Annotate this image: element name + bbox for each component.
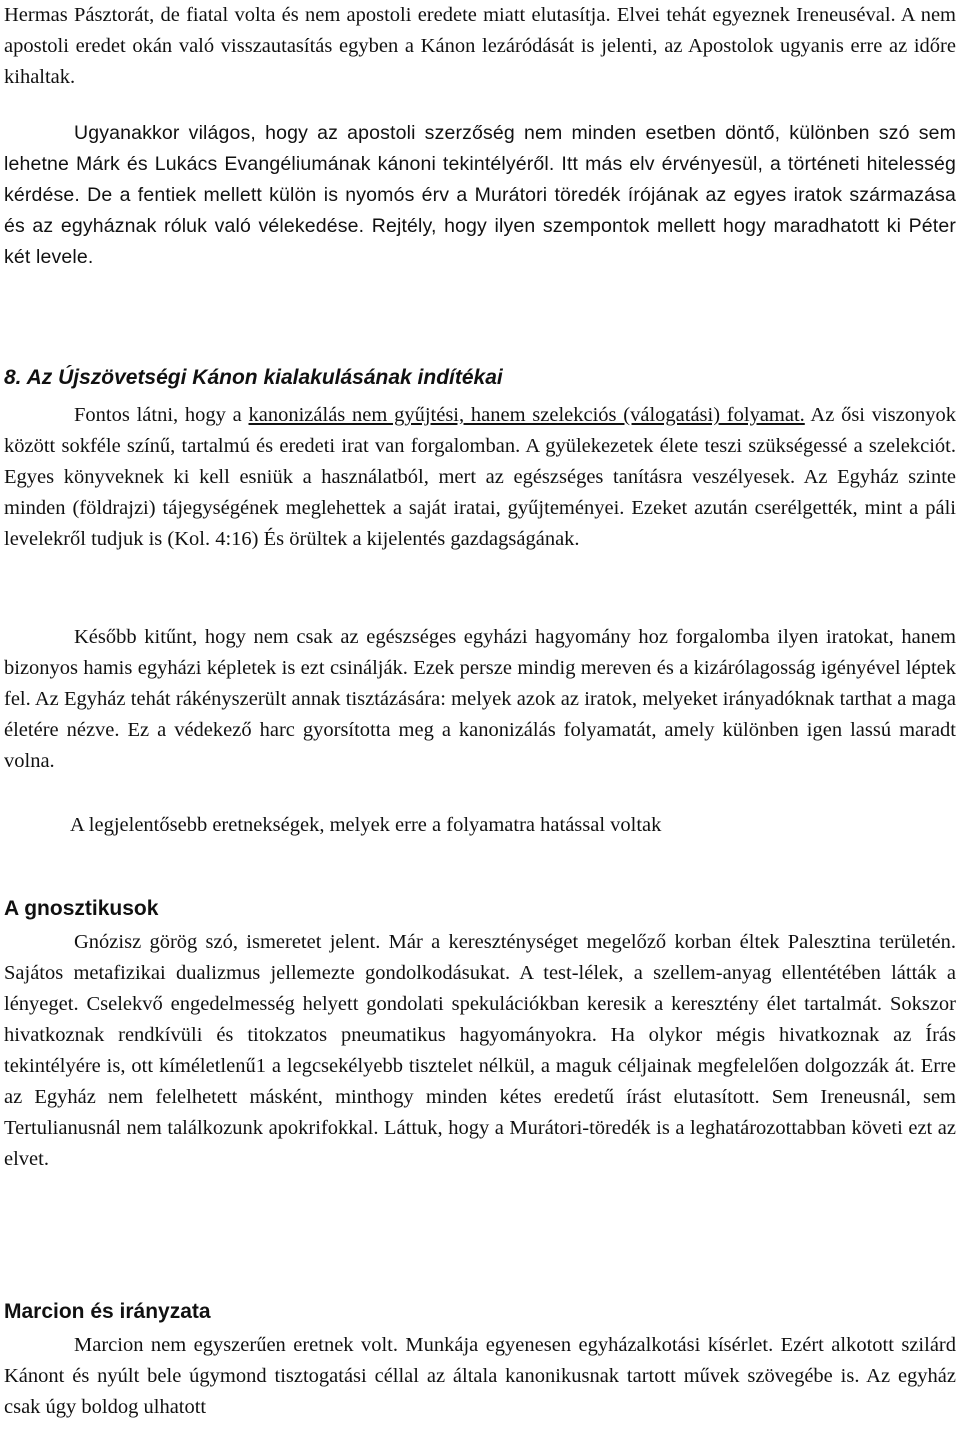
paragraph-canonization-selection [4,400,956,555]
paragraph-hermas: Hermas Pásztorát, de fiatal volta és nem apostoli eredete miatt elutasítja. Elvei tehát egyeznek Ireneuséval. A nem apostoli eredet okán való visszautasítás egyben a Kánon lezáródását is jelenti, az Apostolok ugyanis erre az időre kihaltak. [4,4,956,88]
paragraph-start: Fontos látni, hogy a [74,404,249,426]
heading-gnostics: A gnosztikusok [4,897,159,920]
paragraph-apostolic-authorship: Ugyanakkor világos, hogy az apostoli szerzőség nem minden esetben döntő, különben szó sem lehetne Márk és Lukács Evangéliumának kánoni tekintélyéről. Itt más elv érvényesül, a történeti hitelesség kérdése. De a fentiek mellett külön is nyomós érv a Murátori töredék írójának az egyes iratok származása és az egyháznak róluk való vélekedése. Rejtély, hogy ilyen szempontok mellett hogy maradhatott ki Péter két levele. [4,122,956,268]
section-title: Az Újszövetségi Kánon kialakulásának indítékai [26,366,503,389]
underlined-key-statement: kanonizálás nem gyűjtési, hanem szelekciós (válogatási) folyamat. [248,404,805,426]
section-number: 8. [4,366,22,389]
section-heading-8 [4,366,503,390]
paragraph-heresies-intro: A legjelentősebb eretnekségek, melyek erre a folyamatra hatással voltak [70,814,662,836]
paragraph-rest: Az ősi viszonyok között sokféle színű, tartalmú és eredeti irat van forgalomban. A gyülekezetek élete teszi szükségessé a szelekciót. Egyes könyveknek ki kell esniük a használatból, mert az egészséges tanításra veszélyesek. Az Egyház szinte minden (földrajzi) tájegységének meglehettek a saját iratai, gyűjteményei. Ezeket azután cserélgették, mint a páli levelekről tudjuk is (Kol. 4:16) És örültek a kijelentés gazdagságának. [4,404,957,550]
paragraph-marcion: Marcion nem egyszerűen eretnek volt. Munkája egyenesen egyházalkotási kísérlet. Ezért alkotott szilárd Kánont és nyúlt bele úgymond tisztogatási céllal az általa kanonikusnak tartott művek szövegébe is. Az egyház csak úgy boldog ulhatott [4,1334,956,1418]
paragraph-false-writings: Később kitűnt, hogy nem csak az egészséges egyházi hagyomány hoz forgalomba ilyen iratokat, hanem bizonyos hamis egyházi képletek is ezt csinálják. Ezek persze mindig mereven és a kizárólagosság igényével léptek fel. Az Egyház tehát rákényszerült annak tisztázására: melyek azok az iratok, melyeket irányadóknak tarthat a maga életére nézve. Ez a védekező harc gyorsította meg a kanonizálás folyamatát, amely különben igen lassú maradt volna. [4,626,956,772]
paragraph-gnosis: Gnózisz görög szó, ismeretet jelent. Már a kereszténységet megelőző korban éltek Palesztina területén. Sajátos metafizikai dualizmus jellemezte gondolkodásukat. A test-lélek, a szellem-anyag ellentétében látták a lényeget. Cselekvő engedelmesség helyett gondolati spekulációkban keresik a keresztény élet tartalmát. Sokszor hivatkoznak rendkívüli és titokzatos pneumatikus hagyományokra. Ha olykor mégis hivatkoznak az Írás tekintélyére is, ott kíméletlenű1 a legcsekélyebb tisztelet nélkül, a maguk céljainak megfelelően dolgozzák át. Erre az Egyház nem felelhetett másként, minthogy minden kétes eredetű írást elutasított. Sem Ireneusnál, sem Tertulianusnál nem találkozunk apokrifokkal. Láttuk, hogy a Murátori-töredék is a leghatározottabban követi ezt az elvet. [4,931,956,1170]
heading-marcion: Marcion és irányzata [4,1300,211,1323]
